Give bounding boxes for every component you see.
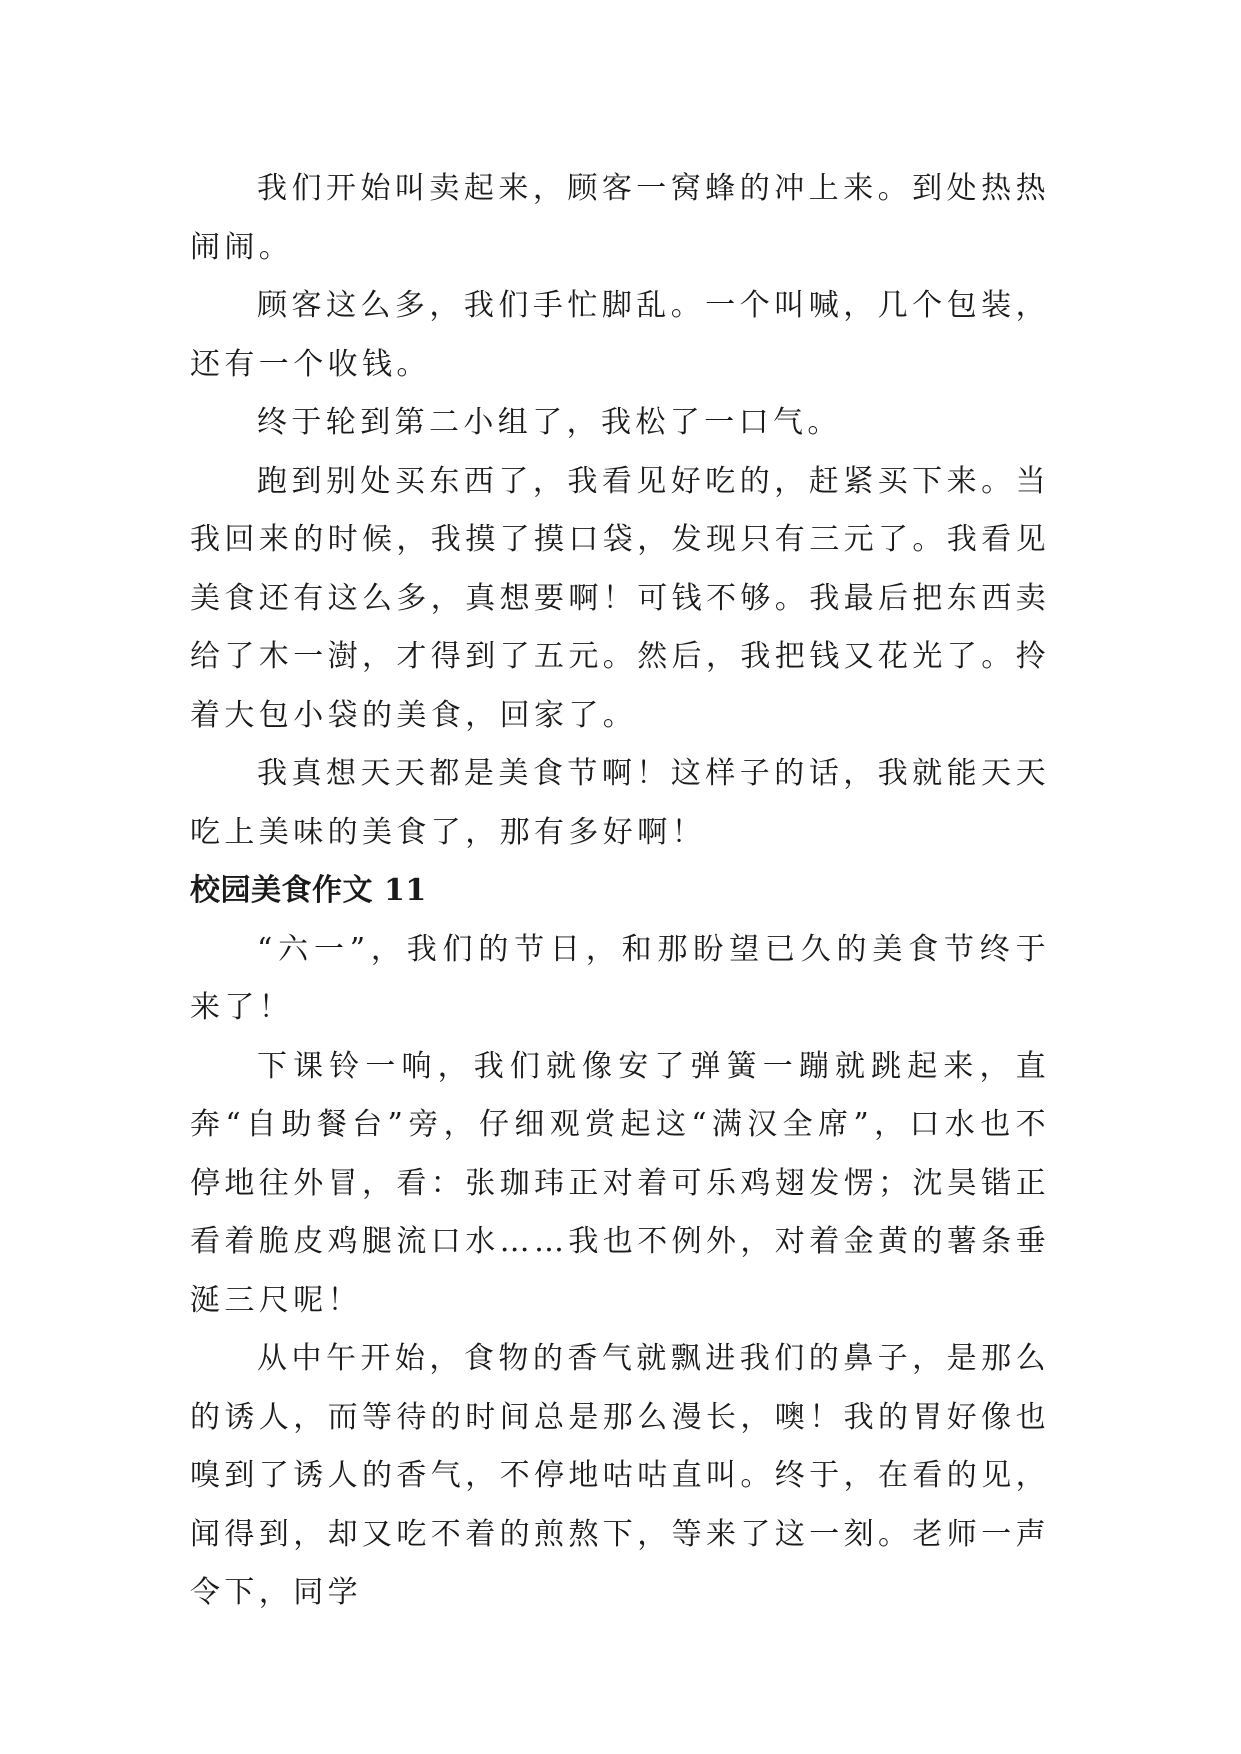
paragraph: 终于轮到第二小组了，我松了一口气。 xyxy=(257,405,842,440)
paragraph: 从中午开始，食物的香气就飘进我们的鼻子，是那么的诱人，而等待的时间总是那么漫长，噢！我的胃好像也嗅到了诱人的香气，不停地咕咕直叫。终于，在看的见，闻得到，却又吃不着的煎熬下，等来了这一刻。老师一声令下，同学 xyxy=(190,1341,1050,1610)
paragraph: 我真想天天都是美食节啊！这样子的话，我就能天天吃上美味的美食了，那有多好啊！ xyxy=(190,756,1050,850)
paragraph: 我们开始叫卖起来，顾客一窝蜂的冲上来。到处热热闹闹。 xyxy=(190,171,1050,265)
paragraph: 顾客这么多，我们手忙脚乱。一个叫喊，几个包装，还有一个收钱。 xyxy=(190,288,1050,382)
section-title: 校园美食作文 11 xyxy=(190,873,427,908)
paragraph: “六一”，我们的节日，和那盼望已久的美食节终于来了！ xyxy=(190,931,1050,1025)
document-page xyxy=(190,160,1050,1623)
paragraph: 跑到别处买东西了，我看见好吃的，赶紧买下来。当我回来的时候，我摸了摸口袋，发现只有三元了。我看见美食还有这么多，真想要啊！可钱不够。我最后把东西卖给了木一澍，才得到了五元。然后，我把钱又花光了。拎着大包小袋的美食，回家了。 xyxy=(190,463,1050,733)
paragraph: 下课铃一响，我们就像安了弹簧一蹦就跳起来，直奔“自助餐台”旁，仔细观赏起这“满汉全席”，口水也不停地往外冒，看：张珈玮正对着可乐鸡翅发愣；沈昊锴正看着脆皮鸡腿流口水……我也不例外，对着金黄的薯条垂涎三尺呢！ xyxy=(190,1048,1050,1318)
